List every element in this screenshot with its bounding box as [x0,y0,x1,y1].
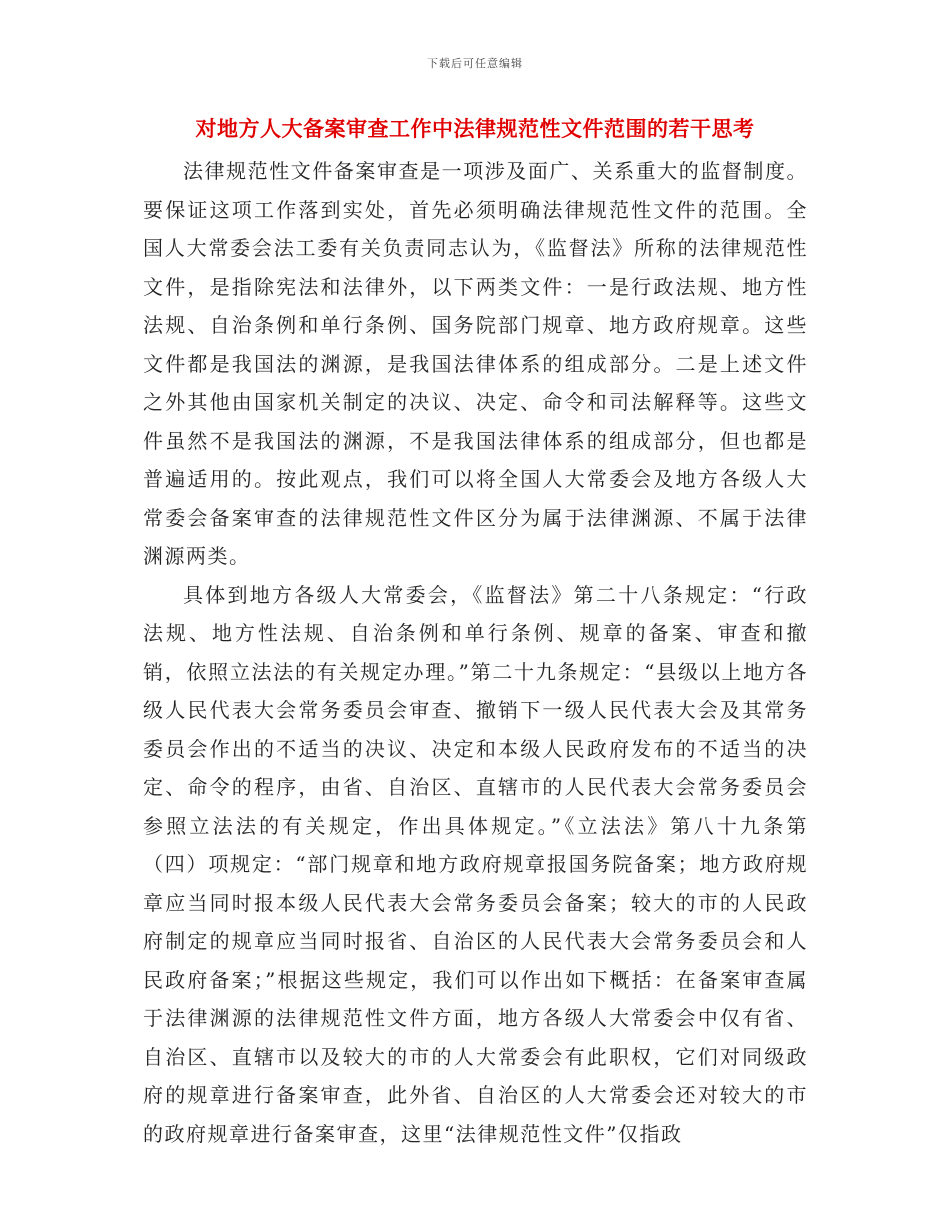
document-body [143,152,808,1153]
paragraph: 具体到地方各级人大常委会，《监督法》第二十八条规定：“行政法规、地方性法规、自治条例和单行条例、规章的备案、审查和撤销，依照立法法的有关规定办理。”第二十九条规定：“县级以上地方各级人民代表大会常务委员会审查、撤销下一级人民代表大会及其常务委员会作出的不适当的决议、决定和本级人民政府发布的不适当的决定、命令的程序，由省、自治区、直辖市的人民代表大会常务委员会参照立法法的有关规定，作出具体规定。”《立法法》第八十九条第（四）项规定：“部门规章和地方政府规章报国务院备案；地方政府规章应当同时报本级人民代表大会常务委员会备案；较大的市的人民政府制定的规章应当同时报省、自治区的人民代表大会常务委员会和人民政府备案；”根据这些规定，我们可以作出如下概括：在备案审查属于法律渊源的法律规范性文件方面，地方各级人大常委会中仅有省、自治区、直辖市以及较大的市的人大常委会有此职权，它们对同级政府的规章进行备案审查，此外省、自治区的人大常委会还对较大的市的政府规章进行备案审查，这里“法律规范性文件”仅指政 [143,582,808,1146]
document-title: 对地方人大备案审查工作中法律规范性文件范围的若干思考 [195,116,755,141]
header-note: 下载后可任意编辑 [427,57,523,70]
paragraph: 法律规范性文件备案审查是一项涉及面广、关系重大的监督制度。要保证这项工作落到实处，首先必须明确法律规范性文件的范围。全国人大常委会法工委有关负责同志认为，《监督法》所称的法律规范性文件，是指除宪法和法律外，以下两类文件：一是行政法规、地方性法规、自治条例和单行条例、国务院部门规章、地方政府规章。这些文件都是我国法的渊源，是我国法律体系的组成部分。二是上述文件之外其他由国家机关制定的决议、决定、命令和司法解释等。这些文件虽然不是我国法的渊源，不是我国法律体系的组成部分，但也都是普遍适用的。按此观点，我们可以将全国人大常委会及地方各级人大常委会备案审查的法律规范性文件区分为属于法律渊源、不属于法律渊源两类。 [143,159,808,568]
